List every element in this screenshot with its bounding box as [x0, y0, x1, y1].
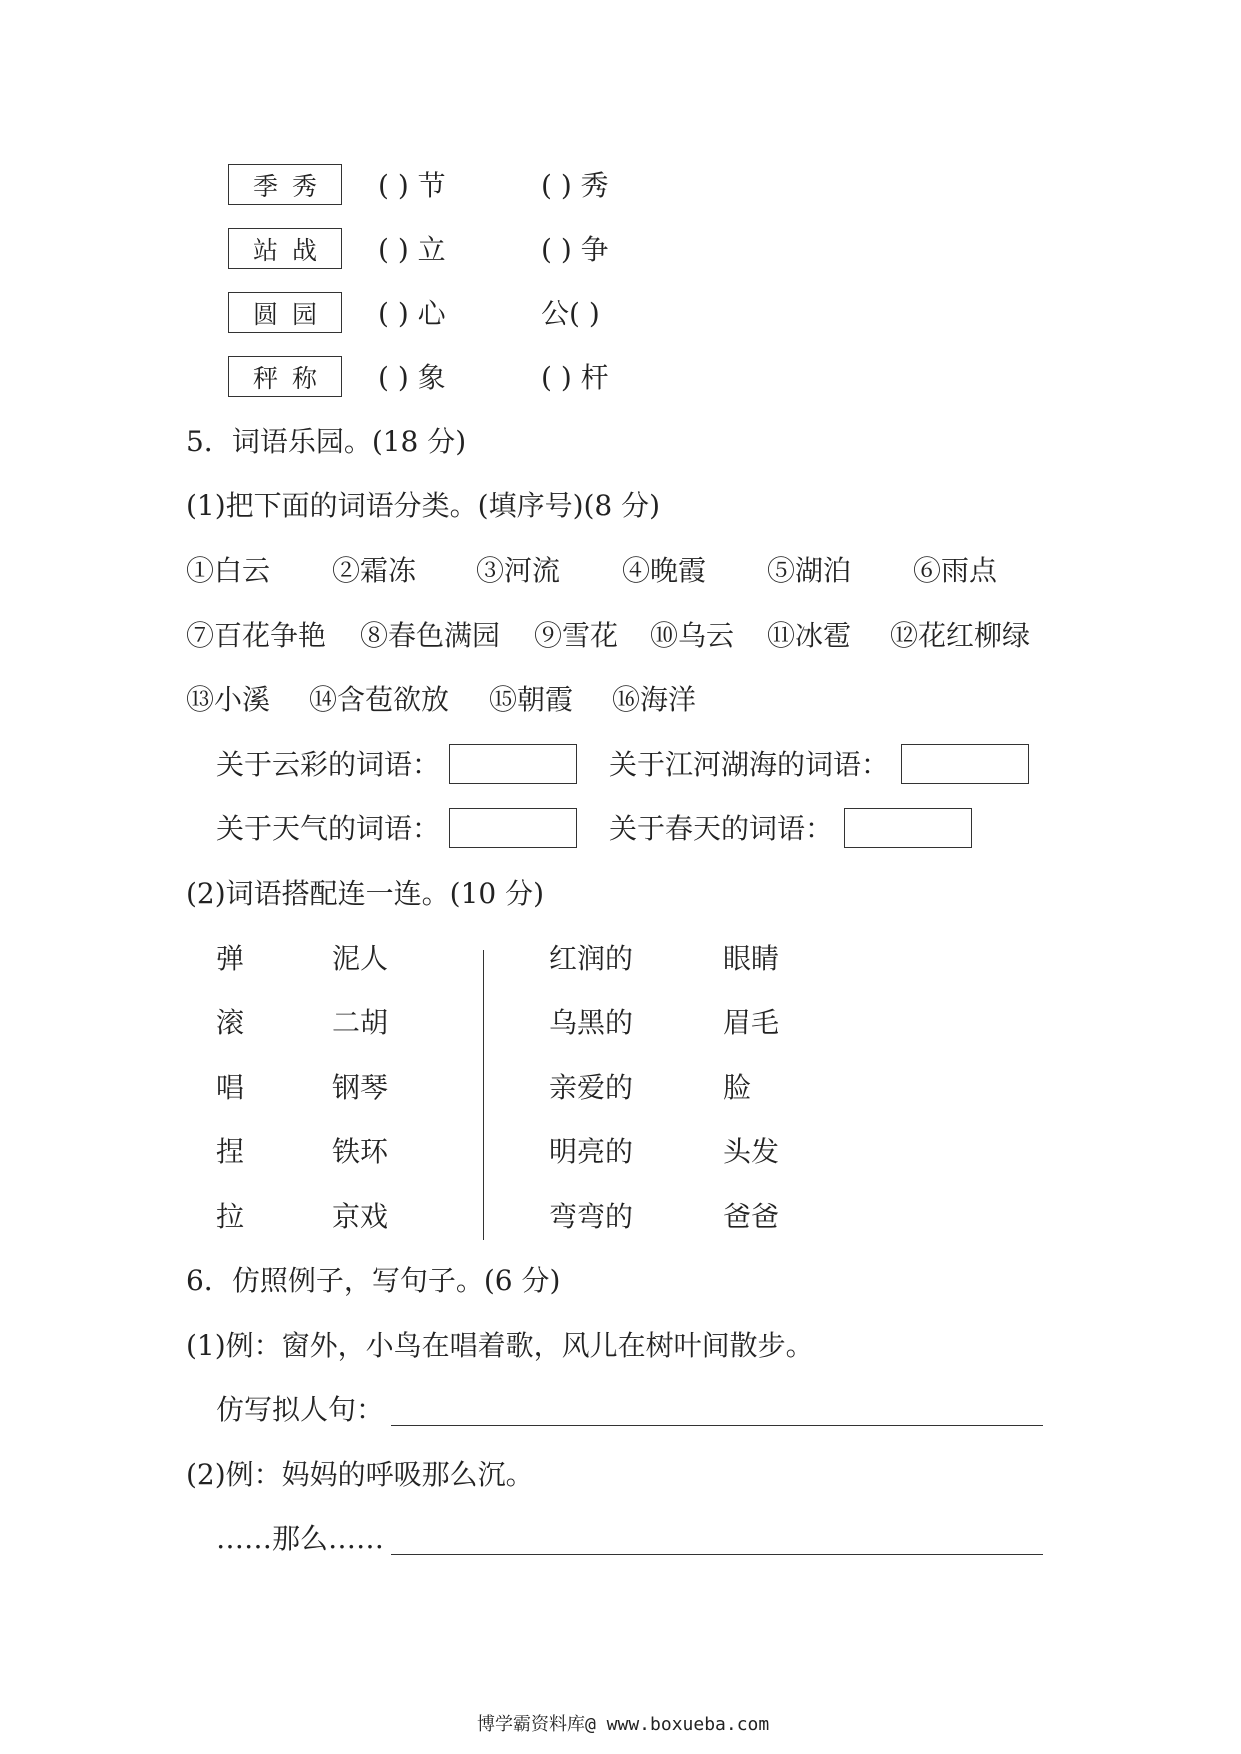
fill-blank-a[interactable]: ( ) 立	[378, 233, 446, 266]
category-cloud-label: 关于云彩的词语：	[216, 748, 441, 781]
word-item: ⑫花红柳绿	[890, 619, 1031, 652]
section6-title: 6．仿照例子，写句子。(6 分)	[186, 1264, 561, 1297]
word-item: ⑭含苞欲放	[309, 683, 450, 716]
word-item: ①白云	[186, 554, 271, 587]
match-item[interactable]: 唱	[216, 1071, 245, 1104]
match-item[interactable]: 爸爸	[723, 1200, 780, 1233]
fill-blank-a[interactable]: ( ) 节	[378, 169, 446, 202]
part2-title: (2)词语搭配连一连。(10 分)	[186, 877, 545, 910]
match-item[interactable]: 红润的	[549, 942, 634, 975]
match-item[interactable]: 亲爱的	[549, 1071, 634, 1104]
match-item[interactable]: 眉毛	[723, 1006, 780, 1039]
fill-blank-a[interactable]: ( ) 象	[378, 361, 446, 394]
match-item[interactable]: 铁环	[332, 1135, 389, 1168]
category-weather-label: 关于天气的词语：	[216, 812, 441, 845]
fill-blank-b[interactable]: 公( )	[541, 297, 600, 330]
word-item: ④晚霞	[622, 554, 707, 587]
example2-prompt: ……那么……	[216, 1522, 385, 1555]
category-weather-answer-box[interactable]	[449, 808, 577, 848]
char-pair-box: 秤称	[228, 356, 342, 397]
word-item: ⑥雨点	[913, 554, 998, 587]
example1-answer-line[interactable]	[391, 1425, 1043, 1426]
word-item: ⑬小溪	[186, 683, 271, 716]
match-item[interactable]: 泥人	[332, 942, 389, 975]
word-item: ②霜冻	[332, 554, 417, 587]
example2-text: (2)例：妈妈的呼吸那么沉。	[186, 1458, 534, 1491]
word-item: ⑩乌云	[650, 619, 735, 652]
match-item[interactable]: 脸	[723, 1071, 752, 1104]
fill-blank-a[interactable]: ( ) 心	[378, 297, 446, 330]
match-item[interactable]: 头发	[723, 1135, 780, 1168]
fill-blank-b[interactable]: ( ) 秀	[541, 169, 609, 202]
match-item[interactable]: 滚	[216, 1006, 245, 1039]
match-item[interactable]: 拉	[216, 1200, 245, 1233]
match-item[interactable]: 捏	[216, 1135, 245, 1168]
match-item[interactable]: 二胡	[332, 1006, 389, 1039]
match-item[interactable]: 弹	[216, 942, 245, 975]
word-item: ⑧春色满园	[360, 619, 501, 652]
word-item: ⑯海洋	[612, 683, 697, 716]
word-item: ⑮朝霞	[489, 683, 574, 716]
fill-blank-b[interactable]: ( ) 杆	[541, 361, 609, 394]
category-spring-answer-box[interactable]	[844, 808, 972, 848]
match-item[interactable]: 眼睛	[723, 942, 780, 975]
example2-answer-line[interactable]	[391, 1554, 1043, 1555]
word-item: ⑦百花争艳	[186, 619, 327, 652]
category-water-label: 关于江河湖海的词语：	[609, 748, 890, 781]
word-item: ⑪冰雹	[767, 619, 852, 652]
category-cloud-answer-box[interactable]	[449, 744, 577, 784]
example1-text: (1)例：窗外，小鸟在唱着歌，风儿在树叶间散步。	[186, 1329, 814, 1362]
footer-watermark: 博学霸资料库@ www.boxueba.com	[477, 1714, 770, 1735]
word-item: ⑨雪花	[534, 619, 619, 652]
match-item[interactable]: 钢琴	[332, 1071, 389, 1104]
category-spring-label: 关于春天的词语：	[609, 812, 834, 845]
category-water-answer-box[interactable]	[901, 744, 1029, 784]
char-pair-box: 季秀	[228, 164, 342, 205]
word-item: ③河流	[476, 554, 561, 587]
match-item[interactable]: 京戏	[332, 1200, 389, 1233]
section5-title: 5．词语乐园。(18 分)	[186, 425, 467, 458]
char-pair-box: 圆园	[228, 292, 342, 333]
char-pair-box: 站战	[228, 228, 342, 269]
example1-prompt: 仿写拟人句：	[216, 1393, 385, 1426]
part1-title: (1)把下面的词语分类。(填序号)(8 分)	[186, 489, 661, 522]
match-item[interactable]: 乌黑的	[549, 1006, 634, 1039]
match-item[interactable]: 明亮的	[549, 1135, 634, 1168]
divider-line	[483, 950, 484, 1240]
word-item: ⑤湖泊	[767, 554, 852, 587]
fill-blank-b[interactable]: ( ) 争	[541, 233, 609, 266]
match-item[interactable]: 弯弯的	[549, 1200, 634, 1233]
